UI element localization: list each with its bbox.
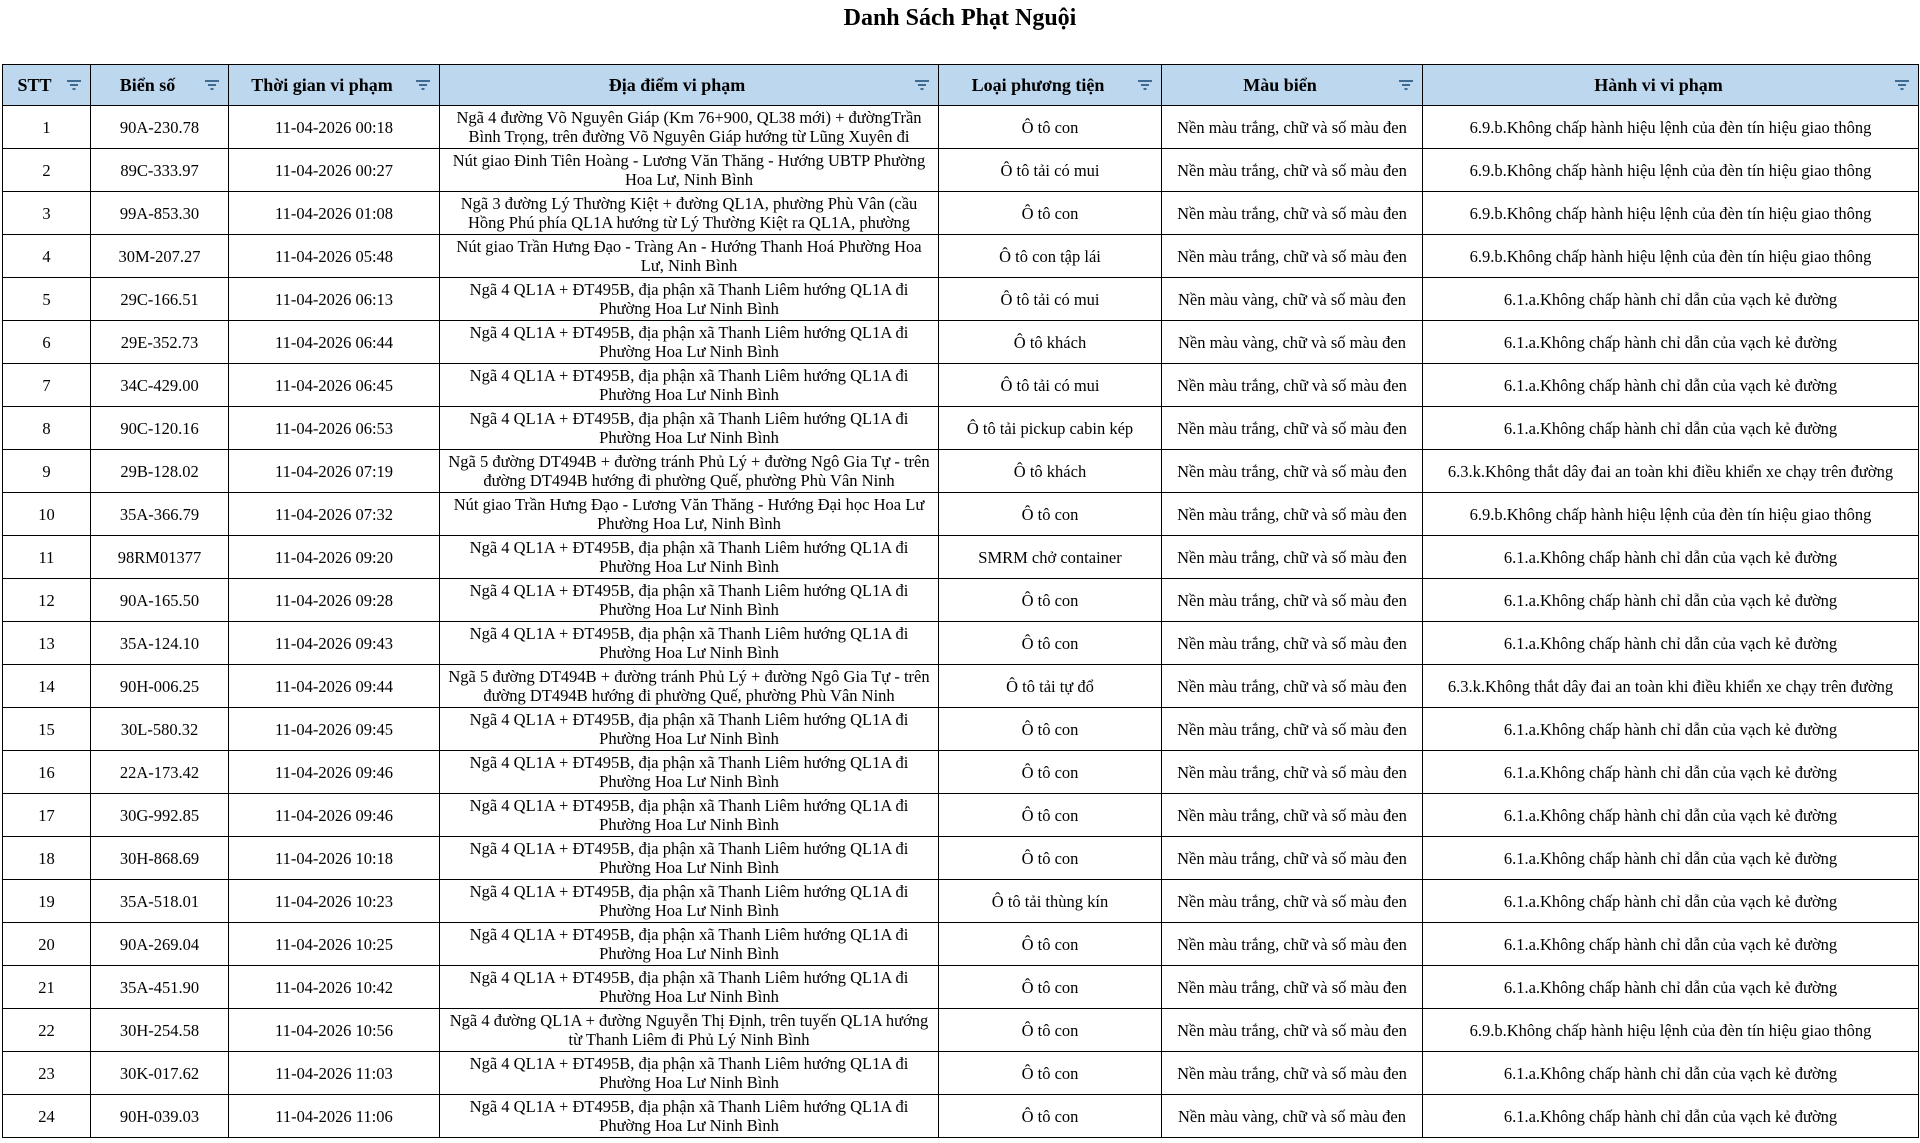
column-header-label: Loại phương tiện [971,74,1105,95]
cell-time[interactable]: 11-04-2026 11:06 [229,1095,440,1138]
cell-location[interactable] [440,665,939,708]
cell-vehicle[interactable]: Ô tô con [939,837,1162,880]
cell-plate[interactable]: 90H-039.03 [91,1095,229,1138]
cell-plate-color[interactable]: Nền màu trắng, chữ và số màu đen [1162,837,1423,880]
cell-plate[interactable]: 30H-868.69 [91,837,229,880]
cell-plate[interactable]: 35A-124.10 [91,622,229,665]
cell-violation[interactable]: 6.1.a.Không chấp hành chỉ dẫn của vạch kẻ đường [1423,794,1919,837]
cell-vehicle[interactable]: Ô tô khách [939,321,1162,364]
cell-violation[interactable]: 6.1.a.Không chấp hành chỉ dẫn của vạch kẻ đường [1423,708,1919,751]
cell-plate[interactable]: 34C-429.00 [91,364,229,407]
cell-location[interactable] [440,407,939,450]
cell-text: Nút giao Trần Hưng Đạo - Lương Văn Thăng - Hướng Đại học Hoa Lư Phường Hoa Lư, Ninh Bình [453,495,925,533]
cell-plate-color[interactable]: Nền màu trắng, chữ và số màu đen [1162,579,1423,622]
cell-violation[interactable]: 6.1.a.Không chấp hành chỉ dẫn của vạch kẻ đường [1423,622,1919,665]
cell-text: Ngã 4 QL1A + ĐT495B, địa phận xã Thanh Liêm hướng QL1A đi Phường Hoa Lư Ninh Bình [469,409,909,447]
cell-location[interactable] [440,364,939,407]
cell-text: Nút giao Trần Hưng Đạo - Tràng An - Hướng Thanh Hoá Phường Hoa Lư, Ninh Bình [456,237,922,275]
cell-plate-color[interactable]: Nền màu trắng, chữ và số màu đen [1162,966,1423,1009]
cell-violation[interactable]: 6.1.a.Không chấp hành chỉ dẫn của vạch kẻ đường [1423,1052,1919,1095]
cell-violation[interactable]: 6.9.b.Không chấp hành hiệu lệnh của đèn tín hiệu giao thông [1423,149,1919,192]
cell-violation[interactable]: 6.1.a.Không chấp hành chỉ dẫn của vạch kẻ đường [1423,321,1919,364]
cell-plate-color[interactable]: Nền màu trắng, chữ và số màu đen [1162,665,1423,708]
cell-plate[interactable]: 90A-269.04 [91,923,229,966]
cell-stt[interactable]: 17 [3,794,91,837]
table-row [3,364,1919,407]
cell-stt[interactable]: 6 [3,321,91,364]
cell-time[interactable]: 11-04-2026 09:46 [229,794,440,837]
cell-text: Ngã 4 QL1A + ĐT495B, địa phận xã Thanh Liêm hướng QL1A đi Phường Hoa Lư Ninh Bình [469,968,909,1006]
cell-plate[interactable]: 30M-207.27 [91,235,229,278]
cell-location[interactable] [440,751,939,794]
cell-vehicle[interactable]: Ô tô con [939,1052,1162,1095]
cell-vehicle[interactable]: Ô tô tải có mui [939,364,1162,407]
cell-stt[interactable]: 11 [3,536,91,579]
cell-stt[interactable]: 12 [3,579,91,622]
table-row [3,407,1919,450]
cell-location[interactable] [440,450,939,493]
cell-stt[interactable]: 24 [3,1095,91,1138]
cell-plate[interactable]: 99A-853.30 [91,192,229,235]
cell-plate[interactable]: 30K-017.62 [91,1052,229,1095]
cell-location[interactable] [440,579,939,622]
cell-text: Ngã 4 đường Võ Nguyên Giáp (Km 76+900, QL38 mới) + đườngTrần Bình Trọng, trên đường Võ Nguyên Giáp hướng từ Lũng Xuyên đi [456,108,922,146]
cell-plate[interactable]: 98RM01377 [91,536,229,579]
cell-time[interactable]: 11-04-2026 11:03 [229,1052,440,1095]
cell-time[interactable]: 11-04-2026 09:46 [229,751,440,794]
cell-text: Ngã 5 đường DT494B + đường tránh Phủ Lý + đường Ngô Gia Tự - trên đường DT494B hướng đi phường Quế, phường Phù Vân Ninh [448,667,930,705]
column-header-label: Hành vi vi phạm [1594,74,1723,95]
cell-time[interactable]: 11-04-2026 06:45 [229,364,440,407]
filter-icon[interactable] [1137,78,1153,92]
cell-vehicle[interactable]: Ô tô con [939,192,1162,235]
cell-time[interactable]: 11-04-2026 06:13 [229,278,440,321]
cell-time[interactable]: 11-04-2026 05:48 [229,235,440,278]
cell-text: Ngã 4 QL1A + ĐT495B, địa phận xã Thanh Liêm hướng QL1A đi Phường Hoa Lư Ninh Bình [469,1097,909,1135]
cell-violation[interactable]: 6.9.b.Không chấp hành hiệu lệnh của đèn tín hiệu giao thông [1423,192,1919,235]
cell-vehicle[interactable]: Ô tô con [939,493,1162,536]
cell-violation[interactable]: 6.9.b.Không chấp hành hiệu lệnh của đèn tín hiệu giao thông [1423,493,1919,536]
cell-vehicle[interactable]: Ô tô con [939,1095,1162,1138]
cell-plate[interactable]: 29C-166.51 [91,278,229,321]
cell-plate-color[interactable]: Nền màu trắng, chữ và số màu đen [1162,106,1423,149]
cell-time[interactable]: 11-04-2026 10:18 [229,837,440,880]
table-row [3,923,1919,966]
cell-stt[interactable]: 3 [3,192,91,235]
cell-location[interactable] [440,493,939,536]
cell-time[interactable]: 11-04-2026 10:25 [229,923,440,966]
cell-plate[interactable]: 29E-352.73 [91,321,229,364]
cell-plate-color[interactable]: Nền màu trắng, chữ và số màu đen [1162,364,1423,407]
cell-violation[interactable]: 6.1.a.Không chấp hành chỉ dẫn của vạch kẻ đường [1423,407,1919,450]
cell-stt[interactable]: 18 [3,837,91,880]
cell-time[interactable]: 11-04-2026 01:08 [229,192,440,235]
cell-text: Ngã 4 đường QL1A + đường Nguyễn Thị Định, trên tuyến QL1A hướng từ Thanh Liêm đi Phủ Lý Ninh Bình [449,1011,929,1049]
cell-location[interactable] [440,837,939,880]
cell-location[interactable] [440,1052,939,1095]
cell-vehicle[interactable]: Ô tô con [939,579,1162,622]
cell-stt[interactable]: 2 [3,149,91,192]
table-row [3,1095,1919,1138]
cell-plate-color[interactable]: Nền màu trắng, chữ và số màu đen [1162,192,1423,235]
cell-time[interactable]: 11-04-2026 07:32 [229,493,440,536]
cell-violation[interactable]: 6.9.b.Không chấp hành hiệu lệnh của đèn tín hiệu giao thông [1423,1009,1919,1052]
cell-violation[interactable]: 6.1.a.Không chấp hành chỉ dẫn của vạch kẻ đường [1423,278,1919,321]
cell-location[interactable] [440,966,939,1009]
cell-plate[interactable]: 22A-173.42 [91,751,229,794]
cell-text: Ngã 4 QL1A + ĐT495B, địa phận xã Thanh Liêm hướng QL1A đi Phường Hoa Lư Ninh Bình [469,1054,909,1092]
cell-time[interactable]: 11-04-2026 10:56 [229,1009,440,1052]
cell-vehicle[interactable]: Ô tô con [939,106,1162,149]
column-header-stt[interactable] [3,65,91,106]
table-row [3,794,1919,837]
filter-icon[interactable] [204,78,220,92]
cell-vehicle[interactable]: Ô tô tải có mui [939,278,1162,321]
cell-time[interactable]: 11-04-2026 10:23 [229,880,440,923]
cell-plate[interactable]: 29B-128.02 [91,450,229,493]
cell-stt[interactable]: 5 [3,278,91,321]
cell-plate[interactable]: 90A-230.78 [91,106,229,149]
cell-plate-color[interactable]: Nền màu trắng, chữ và số màu đen [1162,407,1423,450]
header-row [3,65,1919,106]
cell-vehicle[interactable]: Ô tô tải pickup cabin kép [939,407,1162,450]
cell-vehicle[interactable]: Ô tô con [939,923,1162,966]
cell-stt[interactable]: 8 [3,407,91,450]
column-header-location[interactable] [440,65,939,106]
cell-violation[interactable]: 6.1.a.Không chấp hành chỉ dẫn của vạch kẻ đường [1423,923,1919,966]
cell-plate-color[interactable]: Nền màu trắng, chữ và số màu đen [1162,149,1423,192]
cell-plate[interactable]: 90A-165.50 [91,579,229,622]
cell-stt[interactable]: 23 [3,1052,91,1095]
cell-stt[interactable]: 16 [3,751,91,794]
cell-stt[interactable]: 10 [3,493,91,536]
column-header-label: Màu biển [1243,74,1317,95]
cell-vehicle[interactable]: Ô tô con [939,794,1162,837]
column-header-violation[interactable] [1423,65,1919,106]
cell-vehicle[interactable]: Ô tô con [939,622,1162,665]
cell-vehicle[interactable]: Ô tô tải thùng kín [939,880,1162,923]
cell-stt[interactable]: 4 [3,235,91,278]
cell-violation[interactable]: 6.9.b.Không chấp hành hiệu lệnh của đèn tín hiệu giao thông [1423,235,1919,278]
table-row [3,1009,1919,1052]
cell-vehicle[interactable]: Ô tô con [939,1009,1162,1052]
cell-plate[interactable]: 90H-006.25 [91,665,229,708]
cell-violation[interactable]: 6.1.a.Không chấp hành chỉ dẫn của vạch kẻ đường [1423,880,1919,923]
cell-vehicle[interactable]: Ô tô tải tự đổ [939,665,1162,708]
cell-plate[interactable]: 35A-518.01 [91,880,229,923]
cell-violation[interactable]: 6.1.a.Không chấp hành chỉ dẫn của vạch kẻ đường [1423,579,1919,622]
cell-plate-color[interactable]: Nền màu trắng, chữ và số màu đen [1162,235,1423,278]
table-row [3,966,1919,1009]
cell-violation[interactable]: 6.1.a.Không chấp hành chỉ dẫn của vạch kẻ đường [1423,966,1919,1009]
cell-vehicle[interactable]: Ô tô khách [939,450,1162,493]
cell-text: Nút giao Đinh Tiên Hoàng - Lương Văn Thăng - Hướng UBTP Phường Hoa Lư, Ninh Bình [452,151,926,189]
cell-text: Ngã 4 QL1A + ĐT495B, địa phận xã Thanh Liêm hướng QL1A đi Phường Hoa Lư Ninh Bình [469,925,909,963]
cell-time[interactable]: 11-04-2026 09:44 [229,665,440,708]
cell-time[interactable]: 11-04-2026 07:19 [229,450,440,493]
cell-location[interactable] [440,1095,939,1138]
cell-text: Ngã 4 QL1A + ĐT495B, địa phận xã Thanh Liêm hướng QL1A đi Phường Hoa Lư Ninh Bình [469,753,909,791]
column-header-plate[interactable] [91,65,229,106]
cell-location[interactable] [440,278,939,321]
cell-text: Ngã 4 QL1A + ĐT495B, địa phận xã Thanh Liêm hướng QL1A đi Phường Hoa Lư Ninh Bình [469,710,909,748]
cell-plate-color[interactable]: Nền màu trắng, chữ và số màu đen [1162,751,1423,794]
cell-time[interactable]: 11-04-2026 09:45 [229,708,440,751]
cell-plate-color[interactable]: Nền màu trắng, chữ và số màu đen [1162,880,1423,923]
cell-time[interactable]: 11-04-2026 09:43 [229,622,440,665]
cell-plate-color[interactable]: Nền màu trắng, chữ và số màu đen [1162,622,1423,665]
cell-violation[interactable]: 6.1.a.Không chấp hành chỉ dẫn của vạch kẻ đường [1423,837,1919,880]
cell-stt[interactable]: 20 [3,923,91,966]
page-title: Danh Sách Phạt Nguội [843,5,1077,31]
cell-location[interactable] [440,192,939,235]
cell-stt[interactable]: 19 [3,880,91,923]
cell-plate-color[interactable]: Nền màu trắng, chữ và số màu đen [1162,536,1423,579]
cell-vehicle[interactable]: Ô tô con tập lái [939,235,1162,278]
cell-stt[interactable]: 15 [3,708,91,751]
cell-location[interactable] [440,106,939,149]
cell-stt[interactable]: 7 [3,364,91,407]
column-header-label: Biển số [119,74,176,95]
cell-plate-color[interactable]: Nền màu vàng, chữ và số màu đen [1162,278,1423,321]
cell-location[interactable] [440,1009,939,1052]
cell-time[interactable]: 11-04-2026 10:42 [229,966,440,1009]
cell-time[interactable]: 11-04-2026 06:44 [229,321,440,364]
cell-plate-color[interactable]: Nền màu trắng, chữ và số màu đen [1162,1009,1423,1052]
cell-text: Ngã 4 QL1A + ĐT495B, địa phận xã Thanh Liêm hướng QL1A đi Phường Hoa Lư Ninh Bình [469,323,909,361]
cell-text: Ngã 4 QL1A + ĐT495B, địa phận xã Thanh Liêm hướng QL1A đi Phường Hoa Lư Ninh Bình [469,581,909,619]
table-row [3,106,1919,149]
cell-text: Ngã 5 đường DT494B + đường tránh Phủ Lý + đường Ngô Gia Tự - trên đường DT494B hướng đi phường Quế, phường Phù Vân Ninh [448,452,930,490]
cell-plate-color[interactable]: Nền màu trắng, chữ và số màu đen [1162,794,1423,837]
cell-time[interactable]: 11-04-2026 00:18 [229,106,440,149]
cell-vehicle[interactable]: Ô tô con [939,751,1162,794]
cell-text: Ngã 4 QL1A + ĐT495B, địa phận xã Thanh Liêm hướng QL1A đi Phường Hoa Lư Ninh Bình [469,796,909,834]
cell-vehicle[interactable]: Ô tô tải có mui [939,149,1162,192]
column-header-vehicle[interactable] [939,65,1162,106]
cell-stt[interactable]: 14 [3,665,91,708]
table-row [3,880,1919,923]
cell-plate[interactable]: 35A-451.90 [91,966,229,1009]
cell-text: Ngã 4 QL1A + ĐT495B, địa phận xã Thanh Liêm hướng QL1A đi Phường Hoa Lư Ninh Bình [469,882,909,920]
cell-text: Ngã 4 QL1A + ĐT495B, địa phận xã Thanh Liêm hướng QL1A đi Phường Hoa Lư Ninh Bình [469,280,909,318]
table-row [3,493,1919,536]
table-row [3,665,1919,708]
filter-icon[interactable] [66,78,82,92]
cell-location[interactable] [440,708,939,751]
cell-vehicle[interactable]: SMRM chở container [939,536,1162,579]
cell-plate-color[interactable]: Nền màu trắng, chữ và số màu đen [1162,493,1423,536]
column-header-label: STT [17,74,52,95]
cell-plate-color[interactable]: Nền màu trắng, chữ và số màu đen [1162,1052,1423,1095]
table-row [3,751,1919,794]
table-row [3,708,1919,751]
cell-plate-color[interactable]: Nền màu trắng, chữ và số màu đen [1162,923,1423,966]
filter-icon[interactable] [1398,78,1414,92]
column-header-label: Thời gian vi phạm [251,74,393,95]
table-row [3,235,1919,278]
table-row [3,837,1919,880]
cell-text: Ngã 4 QL1A + ĐT495B, địa phận xã Thanh Liêm hướng QL1A đi Phường Hoa Lư Ninh Bình [469,624,909,662]
cell-plate[interactable]: 35A-366.79 [91,493,229,536]
cell-text: Ngã 4 QL1A + ĐT495B, địa phận xã Thanh Liêm hướng QL1A đi Phường Hoa Lư Ninh Bình [469,839,909,877]
cell-text: Ngã 4 QL1A + ĐT495B, địa phận xã Thanh Liêm hướng QL1A đi Phường Hoa Lư Ninh Bình [469,366,909,404]
cell-text: Ngã 4 QL1A + ĐT495B, địa phận xã Thanh Liêm hướng QL1A đi Phường Hoa Lư Ninh Bình [469,538,909,576]
cell-stt[interactable]: 1 [3,106,91,149]
cell-stt[interactable]: 22 [3,1009,91,1052]
cell-stt[interactable]: 9 [3,450,91,493]
cell-violation[interactable]: 6.9.b.Không chấp hành hiệu lệnh của đèn tín hiệu giao thông [1423,106,1919,149]
table-body [3,106,1919,1138]
table-row [3,579,1919,622]
filter-icon[interactable] [415,78,431,92]
cell-text: Ngã 3 đường Lý Thường Kiệt + đường QL1A, phường Phù Vân (cầu Hồng Phú phía QL1A hướng từ Lý Thường Kiệt ra QL1A, phường [460,194,918,232]
cell-location[interactable] [440,536,939,579]
cell-plate[interactable]: 89C-333.97 [91,149,229,192]
cell-violation[interactable]: 6.3.k.Không thắt dây đai an toàn khi điều khiển xe chạy trên đường [1423,450,1919,493]
cell-time[interactable]: 11-04-2026 00:27 [229,149,440,192]
cell-plate[interactable]: 30H-254.58 [91,1009,229,1052]
cell-violation[interactable]: 6.3.k.Không thắt dây đai an toàn khi điều khiển xe chạy trên đường [1423,665,1919,708]
cell-location[interactable] [440,923,939,966]
cell-plate-color[interactable]: Nền màu trắng, chữ và số màu đen [1162,708,1423,751]
cell-vehicle[interactable]: Ô tô con [939,966,1162,1009]
cell-violation[interactable]: 6.1.a.Không chấp hành chỉ dẫn của vạch kẻ đường [1423,536,1919,579]
table-row [3,450,1919,493]
table-row [3,622,1919,665]
cell-stt[interactable]: 21 [3,966,91,1009]
cell-location[interactable] [440,149,939,192]
cell-location[interactable] [440,321,939,364]
cell-location[interactable] [440,794,939,837]
cell-stt[interactable]: 13 [3,622,91,665]
table-row [3,192,1919,235]
table-row [3,321,1919,364]
violations-table [2,64,1919,1138]
table-row [3,278,1919,321]
cell-violation[interactable]: 6.1.a.Không chấp hành chỉ dẫn của vạch kẻ đường [1423,1095,1919,1138]
table-row [3,1052,1919,1095]
cell-location[interactable] [440,622,939,665]
cell-time[interactable]: 11-04-2026 09:20 [229,536,440,579]
cell-plate[interactable]: 30G-992.85 [91,794,229,837]
cell-vehicle[interactable]: Ô tô con [939,708,1162,751]
cell-violation[interactable]: 6.1.a.Không chấp hành chỉ dẫn của vạch kẻ đường [1423,364,1919,407]
table-row [3,536,1919,579]
cell-plate[interactable]: 30L-580.32 [91,708,229,751]
cell-location[interactable] [440,235,939,278]
cell-plate-color[interactable]: Nền màu trắng, chữ và số màu đen [1162,450,1423,493]
column-header-label: Địa điểm vi phạm [608,74,746,95]
cell-plate-color[interactable]: Nền màu vàng, chữ và số màu đen [1162,1095,1423,1138]
column-header-time[interactable] [229,65,440,106]
cell-time[interactable]: 11-04-2026 06:53 [229,407,440,450]
cell-plate[interactable]: 90C-120.16 [91,407,229,450]
filter-icon[interactable] [1894,78,1910,92]
cell-location[interactable] [440,880,939,923]
cell-time[interactable]: 11-04-2026 09:28 [229,579,440,622]
cell-plate-color[interactable]: Nền màu vàng, chữ và số màu đen [1162,321,1423,364]
column-header-plate-color[interactable] [1162,65,1423,106]
filter-icon[interactable] [914,78,930,92]
table-row [3,149,1919,192]
cell-violation[interactable]: 6.1.a.Không chấp hành chỉ dẫn của vạch kẻ đường [1423,751,1919,794]
